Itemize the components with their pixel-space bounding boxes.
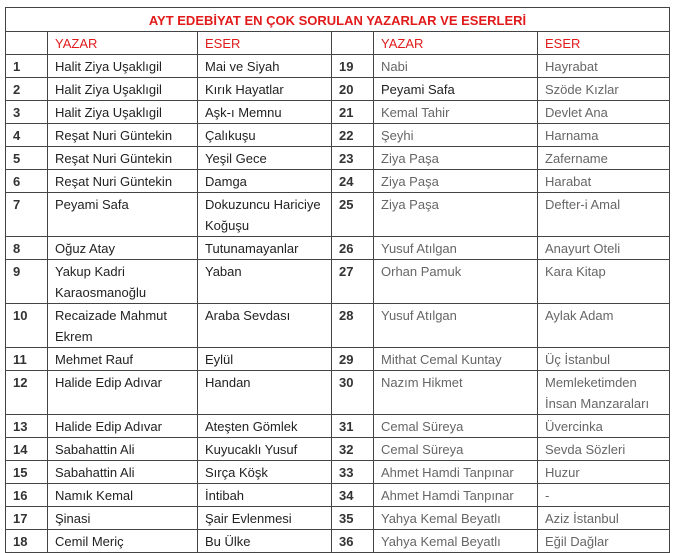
author-cell: Halide Edip Adıvar xyxy=(48,371,198,415)
author-cell: Ziya Paşa xyxy=(374,147,538,170)
author-cell: Nabi xyxy=(374,55,538,78)
work-cell: İntibah xyxy=(198,484,332,507)
work-cell: Memleketimden İnsan Manzaraları xyxy=(538,371,670,415)
work-cell: Yeşil Gece xyxy=(198,147,332,170)
author-cell: Şeyhi xyxy=(374,124,538,147)
table-row xyxy=(6,101,670,124)
table-row xyxy=(6,55,670,78)
work-cell: Bu Ülke xyxy=(198,530,332,553)
work-cell: Tutunamayanlar xyxy=(198,237,332,260)
author-cell: Reşat Nuri Güntekin xyxy=(48,147,198,170)
header-number-left xyxy=(6,32,48,55)
author-cell: Kemal Tahir xyxy=(374,101,538,124)
author-cell: Peyami Safa xyxy=(48,193,198,237)
author-cell: Oğuz Atay xyxy=(48,237,198,260)
author-cell: Halit Ziya Uşaklıgil xyxy=(48,101,198,124)
author-cell: Reşat Nuri Güntekin xyxy=(48,170,198,193)
work-cell: Ateşten Gömlek xyxy=(198,415,332,438)
row-number: 6 xyxy=(6,170,48,193)
work-cell: Araba Sevdası xyxy=(198,304,332,348)
work-cell: Hayrabat xyxy=(538,55,670,78)
author-cell: Peyami Safa xyxy=(374,78,538,101)
table-row xyxy=(6,193,670,237)
row-number: 5 xyxy=(6,147,48,170)
header-row xyxy=(6,32,670,55)
work-cell: Mai ve Siyah xyxy=(198,55,332,78)
work-cell: Eylül xyxy=(198,348,332,371)
work-cell: Devlet Ana xyxy=(538,101,670,124)
author-cell: Ziya Paşa xyxy=(374,170,538,193)
row-number: 13 xyxy=(6,415,48,438)
table-row xyxy=(6,461,670,484)
row-number: 23 xyxy=(332,147,374,170)
row-number: 32 xyxy=(332,438,374,461)
work-cell: Üç İstanbul xyxy=(538,348,670,371)
header-number-right xyxy=(332,32,374,55)
row-number: 8 xyxy=(6,237,48,260)
work-cell: Kara Kitap xyxy=(538,260,670,304)
row-number: 14 xyxy=(6,438,48,461)
table-title: AYT EDEBİYAT EN ÇOK SORULAN YAZARLAR VE ESERLERİ xyxy=(6,8,670,32)
row-number: 17 xyxy=(6,507,48,530)
row-number: 11 xyxy=(6,348,48,371)
table-row xyxy=(6,147,670,170)
author-cell: Şinasi xyxy=(48,507,198,530)
work-cell: Şair Evlenmesi xyxy=(198,507,332,530)
row-number: 15 xyxy=(6,461,48,484)
author-cell: Sabahattin Ali xyxy=(48,438,198,461)
row-number: 33 xyxy=(332,461,374,484)
authors-works-table xyxy=(5,7,670,553)
work-cell: Harnama xyxy=(538,124,670,147)
author-cell: Halide Edip Adıvar xyxy=(48,415,198,438)
header-work-left: ESER xyxy=(198,32,332,55)
author-cell: Cemil Meriç xyxy=(48,530,198,553)
work-cell: Çalıkuşu xyxy=(198,124,332,147)
author-cell: Halit Ziya Uşaklıgil xyxy=(48,78,198,101)
author-cell: Reşat Nuri Güntekin xyxy=(48,124,198,147)
table-row xyxy=(6,371,670,415)
work-cell: Sevda Sözleri xyxy=(538,438,670,461)
row-number: 24 xyxy=(332,170,374,193)
row-number: 27 xyxy=(332,260,374,304)
work-cell: Szöde Kızlar xyxy=(538,78,670,101)
table-row xyxy=(6,170,670,193)
work-cell: Kuyucaklı Yusuf xyxy=(198,438,332,461)
table-row xyxy=(6,260,670,304)
row-number: 31 xyxy=(332,415,374,438)
row-number: 35 xyxy=(332,507,374,530)
header-author-right: YAZAR xyxy=(374,32,538,55)
author-cell: Yusuf Atılgan xyxy=(374,304,538,348)
row-number: 7 xyxy=(6,193,48,237)
author-cell: Yakup Kadri Karaosmanoğlu xyxy=(48,260,198,304)
author-cell: Mehmet Rauf xyxy=(48,348,198,371)
row-number: 26 xyxy=(332,237,374,260)
work-cell: Handan xyxy=(198,371,332,415)
work-cell: Eğil Dağlar xyxy=(538,530,670,553)
author-cell: Mithat Cemal Kuntay xyxy=(374,348,538,371)
author-cell: Orhan Pamuk xyxy=(374,260,538,304)
work-cell: Yaban xyxy=(198,260,332,304)
row-number: 12 xyxy=(6,371,48,415)
header-work-right: ESER xyxy=(538,32,670,55)
table-row xyxy=(6,507,670,530)
author-cell: Yahya Kemal Beyatlı xyxy=(374,507,538,530)
row-number: 36 xyxy=(332,530,374,553)
row-number: 9 xyxy=(6,260,48,304)
work-cell: Aziz İstanbul xyxy=(538,507,670,530)
author-cell: Sabahattin Ali xyxy=(48,461,198,484)
table-row xyxy=(6,484,670,507)
author-cell: Nazım Hikmet xyxy=(374,371,538,415)
row-number: 3 xyxy=(6,101,48,124)
title-row xyxy=(6,8,670,32)
table-row xyxy=(6,438,670,461)
row-number: 2 xyxy=(6,78,48,101)
table-row xyxy=(6,237,670,260)
work-cell: Zafername xyxy=(538,147,670,170)
author-cell: Namık Kemal xyxy=(48,484,198,507)
row-number: 10 xyxy=(6,304,48,348)
table-row xyxy=(6,304,670,348)
work-cell: Kırık Hayatlar xyxy=(198,78,332,101)
work-cell: Dokuzuncu Hariciye Koğuşu xyxy=(198,193,332,237)
work-cell: Aşk-ı Memnu xyxy=(198,101,332,124)
table-row xyxy=(6,124,670,147)
table-row xyxy=(6,348,670,371)
author-cell: Ahmet Hamdi Tanpınar xyxy=(374,484,538,507)
row-number: 28 xyxy=(332,304,374,348)
table-row xyxy=(6,415,670,438)
table-row xyxy=(6,530,670,553)
work-cell: - xyxy=(538,484,670,507)
row-number: 30 xyxy=(332,371,374,415)
author-cell: Yusuf Atılgan xyxy=(374,237,538,260)
work-cell: Harabat xyxy=(538,170,670,193)
row-number: 22 xyxy=(332,124,374,147)
author-cell: Yahya Kemal Beyatlı xyxy=(374,530,538,553)
row-number: 29 xyxy=(332,348,374,371)
row-number: 18 xyxy=(6,530,48,553)
row-number: 34 xyxy=(332,484,374,507)
row-number: 20 xyxy=(332,78,374,101)
header-author-left: YAZAR xyxy=(48,32,198,55)
row-number: 19 xyxy=(332,55,374,78)
author-cell: Recaizade Mahmut Ekrem xyxy=(48,304,198,348)
author-cell: Cemal Süreya xyxy=(374,415,538,438)
work-cell: Huzur xyxy=(538,461,670,484)
table-row xyxy=(6,78,670,101)
row-number: 21 xyxy=(332,101,374,124)
work-cell: Aylak Adam xyxy=(538,304,670,348)
author-cell: Ahmet Hamdi Tanpınar xyxy=(374,461,538,484)
work-cell: Anayurt Oteli xyxy=(538,237,670,260)
author-cell: Cemal Süreya xyxy=(374,438,538,461)
row-number: 25 xyxy=(332,193,374,237)
author-cell: Halit Ziya Uşaklıgil xyxy=(48,55,198,78)
work-cell: Damga xyxy=(198,170,332,193)
work-cell: Defter-i Amal xyxy=(538,193,670,237)
row-number: 4 xyxy=(6,124,48,147)
work-cell: Sırça Köşk xyxy=(198,461,332,484)
row-number: 16 xyxy=(6,484,48,507)
author-cell: Ziya Paşa xyxy=(374,193,538,237)
row-number: 1 xyxy=(6,55,48,78)
work-cell: Üvercinka xyxy=(538,415,670,438)
